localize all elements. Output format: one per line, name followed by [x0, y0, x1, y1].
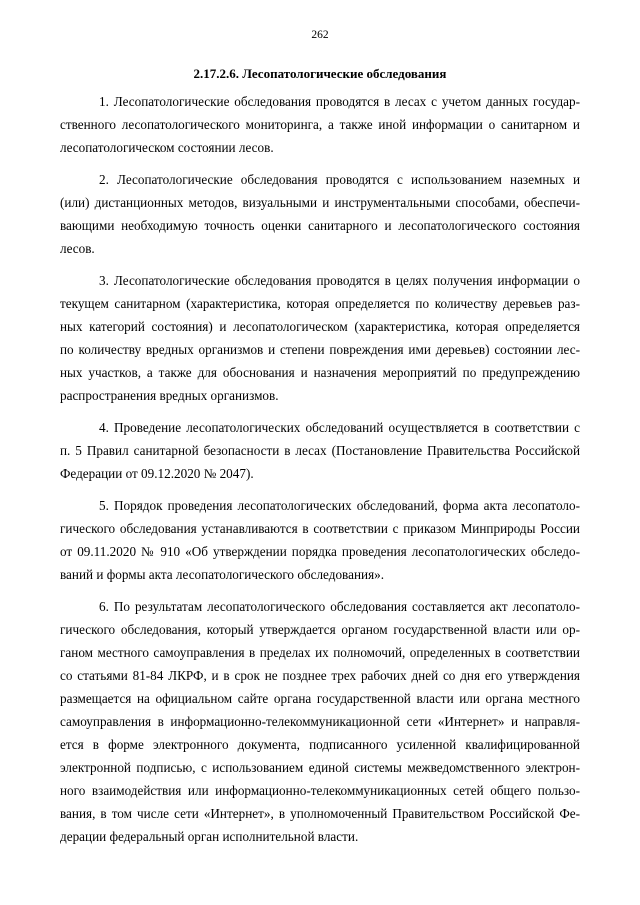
paragraph-line: ных категорий состояния) и лесопатологическом (характеристика, которая определяется [60, 319, 580, 334]
paragraph-line: ственного лесопатологического мониторинга, а также иной информации о санитарном и [60, 117, 580, 132]
paragraph-line: лесопатологическом состоянии лесов. [60, 140, 274, 155]
section-heading: 2.17.2.6. Лесопатологические обследования [193, 66, 447, 81]
paragraph-line: самоуправления в информационно-телекоммуникационной сети «Интернет» и направля- [60, 714, 580, 729]
paragraph-line: со статьями 81-84 ЛКРФ, и в срок не позднее трех рабочих дней со дня его утверждения [60, 668, 580, 683]
paragraph-line: размещается на официальном сайте органа государственной власти или органа местного [60, 691, 580, 706]
paragraph-line: 2. Лесопатологические обследования проводятся с использованием наземных и [99, 172, 580, 187]
paragraph-line: ных участков, а также для обоснования и назначения мероприятий по предупреждению [60, 365, 580, 380]
paragraph-line: вания, в том числе сети «Интернет», в уполномоченный Правительством Российской Фе- [60, 806, 580, 821]
paragraph-line: гического обследования, который утверждается органом государственной власти или ор- [60, 622, 580, 637]
paragraph-6 [60, 595, 580, 848]
paragraph-4 [60, 416, 580, 485]
paragraph-line: по количеству вредных организмов и степени повреждения ими деревьев) состоянии лес- [60, 342, 580, 357]
paragraph-line: текущем санитарном (характеристика, которая определяется по количеству деревьев раз- [60, 296, 580, 311]
paragraph-line: дерации федеральный орган исполнительной власти. [60, 829, 359, 844]
paragraph-line: электронной подписью, с использованием единой системы межведомственного электрон- [60, 760, 580, 775]
paragraph-line: ется в форме электронного документа, подписанного усиленной квалифицированной [60, 737, 580, 752]
paragraph-line: п. 5 Правил санитарной безопасности в лесах (Постановление Правительства Российской [60, 443, 580, 458]
paragraph-line: лесов. [60, 241, 95, 256]
paragraph-line: 6. По результатам лесопатологического обследования составляется акт лесопатоло- [99, 599, 580, 614]
body-text [60, 90, 580, 857]
paragraph-line: (или) дистанционных методов, визуальными и инструментальными способами, обеспечи- [60, 195, 580, 210]
paragraph-line: ваний и формы акта лесопатологического обследования». [60, 567, 385, 582]
paragraph-line: 5. Порядок проведения лесопатологических обследований, форма акта лесопатоло- [99, 498, 580, 513]
paragraph-3 [60, 269, 580, 407]
page-number: 262 [311, 29, 329, 41]
paragraph-line: ного взаимодействия или информационно-телекоммуникационных сетей общего пользо- [60, 783, 580, 798]
paragraph-2 [60, 168, 580, 260]
paragraph-line: распространения вредных организмов. [60, 388, 279, 403]
paragraph-line: Федерации от 09.12.2020 № 2047). [60, 466, 254, 481]
paragraph-line: вающими необходимую точность оценки санитарного и лесопатологического состояния [60, 218, 580, 233]
paragraph-line: ганом местного самоуправления в пределах их полномочий, определенных в соответствии [60, 645, 580, 660]
paragraph-line: 4. Проведение лесопатологических обследований осуществляется в соответствии с [99, 420, 580, 435]
paragraph-1 [60, 90, 580, 159]
paragraph-line: 1. Лесопатологические обследования проводятся в лесах с учетом данных государ- [99, 94, 580, 109]
paragraph-line: от 09.11.2020 № 910 «Об утверждении порядка проведения лесопатологических обследо- [60, 544, 580, 559]
paragraph-line: 3. Лесопатологические обследования проводятся в целях получения информации о [99, 273, 580, 288]
paragraph-5 [60, 494, 580, 586]
paragraph-line: гического обследования устанавливаются в соответствии с приказом Минприроды России [60, 521, 580, 536]
